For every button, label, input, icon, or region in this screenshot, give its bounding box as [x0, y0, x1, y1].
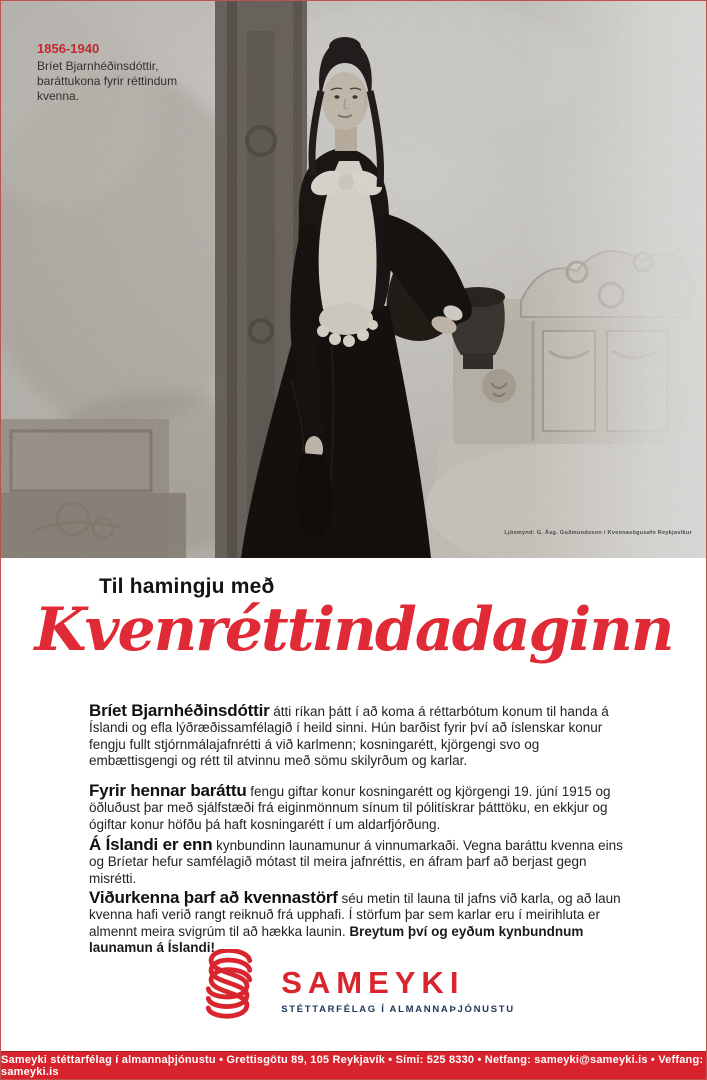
- caption-line: kvenna.: [37, 89, 80, 103]
- portrait-photo: [1, 1, 707, 558]
- paragraph-bold-tail: Breytum því og eyðum kynbundnum launamun á Íslandi!: [89, 923, 584, 955]
- paragraph-lead: Viðurkenna þarf að kvennastörf: [89, 887, 338, 907]
- page-title: Kvenréttindadaginn: [34, 595, 673, 665]
- paragraph-lead: Á Íslandi er enn: [89, 834, 213, 854]
- sameyki-logo: [1, 949, 706, 1033]
- paragraph-lead: Bríet Bjarnhéðinsdóttir: [89, 700, 270, 720]
- paragraph-text: séu metin til launa til jafns við karla, og að laun kvenna hafi verið rangt reiknuð frá upphafi. Í störfum þar sem karlar eru í meirihluta er almennt meira svigrúm til að hækka launin.: [89, 890, 621, 939]
- paragraph: [89, 887, 629, 957]
- paragraph: [89, 780, 629, 834]
- paragraph-text: kynbundinn launamunur á vinnumarkaði. Vegna baráttu kvenna eins og Bríetar hefur samfélagið mótast til meira jafnréttis, en áfram þarf að berjast gegn misrétti.: [89, 837, 623, 886]
- paragraph: [89, 700, 629, 770]
- paragraph-text: átti ríkan þátt í að koma á réttarbótum konum til handa á Íslandi og efla lýðræðissamfélagið í heild sinni. Hún barðist fyrir því að íslenskar konur fengju fullt stjórnmálajafnrétti á við karlmenn; kosningarétt, kjörgengi svo og embættisgengi og rétt til atvinnu með sömu skilyrðum og karlar.: [89, 703, 609, 768]
- caption-line: baráttukona fyrir réttindum: [37, 74, 178, 88]
- photo-credit: Ljósmynd: G. Ásg. Guðmundsson / Kvennasögusafn Reykjavíkur: [504, 530, 692, 536]
- logo-tagline: STÉTTARFÉLAG Í ALMANNAÞJÓNUSTU: [281, 1004, 515, 1015]
- photo-caption: [37, 41, 177, 104]
- logo-wordmark: SAMEYKI: [281, 965, 465, 1000]
- footer-bar: [1, 1051, 706, 1079]
- life-years: 1856-1940: [37, 41, 100, 56]
- paragraph: [89, 834, 629, 888]
- footer-contact-info: Sameyki stéttarfélag í almannaþjónustu • Grettisgötu 89, 105 Reykjavík • Sími: 525 8330 • Netfang: sameyki@sameyki.is • Veffang: sameyki.is: [1, 1053, 704, 1078]
- paragraph-text: fengu giftar konur kosningarétt og kjörgengi 19. júní 1915 og öðluðust þar með sjálfstæði frá eiginmönnum sínum til pólitískrar þátttöku, en ekkjur og ógiftar konur höfðu þá haft kosningarétt í um aldarfjórðung.: [89, 783, 611, 832]
- headline-eyebrow: Til hamingju með: [99, 575, 275, 598]
- logo-text: [281, 967, 515, 1015]
- sameyki-logo-icon: [192, 949, 266, 1033]
- paragraph-lead: Fyrir hennar baráttu: [89, 780, 247, 800]
- caption-line: Bríet Bjarnhéðinsdóttir,: [37, 59, 159, 73]
